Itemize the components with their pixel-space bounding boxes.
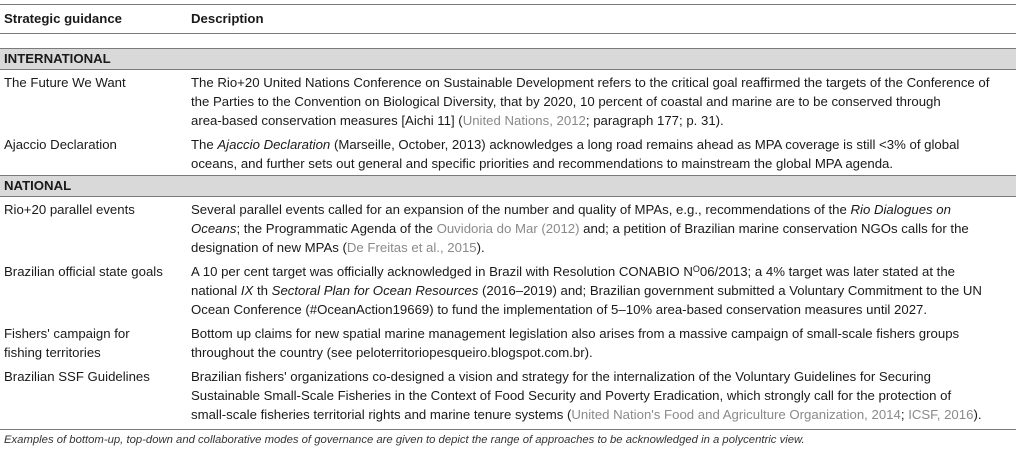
text: A 10 per cent target was officially acknowledged in Brazil with Resolution CONABIO N [191,264,693,279]
row-future-line: The Rio+20 United Nations Conference on Sustainable Development refers to the critical goal reaffirmed the targets of the Conference of [191,75,990,90]
row-ssf-line: Sustainable Small-Scale Fisheries in the Context of Food Security and Poverty Eradication, which strongly call for the protection of [191,388,952,403]
text: small-scale fisheries territorial rights and marine tenure systems ( [191,407,572,422]
row-fishers-line: throughout the country (see peloterritoriopesqueiro.blogspot.com.br). [191,345,593,360]
superscript: O [692,264,700,274]
text: th [253,283,272,298]
text: ; paragraph 177; p. 31). [585,113,724,128]
text: ). [973,407,982,422]
header-rule [0,33,1016,34]
text: (Marseille, October, 2013) acknowledges a long road remains ahead as MPA coverage is still <3% of global [330,137,960,152]
row-fishers-name: fishing territories [4,345,101,360]
italic-text: Ajaccio Declaration [217,137,331,152]
text: ; [900,407,909,422]
row-ssf-line: Brazilian fishers' organizations co-designed a vision and strategy for the internalization of the Voluntary Guidelines for Securing [191,369,931,384]
bottom-rule [0,429,1016,430]
row-fishers-line: Bottom up claims for new spatial marine management legislation also arises from a massive campaign of small-scale fishers groups [191,326,960,341]
italic-text: Rio Dialogues on [850,202,951,217]
row-rio-line [191,219,969,239]
section-rule [0,196,1016,197]
row-fishers-name: Fishers' campaign for [4,326,130,341]
header-description: Description [191,11,264,26]
text: and; a petition of Brazilian marine conservation NGOs calls for the [579,221,969,236]
text: Several parallel events called for an expansion of the number and quality of MPAs, e.g., recommendations of the [191,202,851,217]
row-ajaccio-name: Ajaccio Declaration [4,137,117,152]
citation-link[interactable]: ICSF, 2016 [908,407,974,422]
text: (2016–2019) and; Brazilian government submitted a Voluntary Commitment to the UN [478,283,982,298]
text: 06/2013; a 4% target was later stated at the [699,264,955,279]
citation-link[interactable]: United Nation's Food and Agriculture Organization, 2014 [571,407,901,422]
row-rio-line [191,238,485,258]
row-future-line: the Parties to the Convention on Biological Diversity, that by 2020, 10 percent of coastal and marine are to be conserved through [191,94,941,109]
row-future-name: The Future We Want [4,75,126,90]
row-goals-line: Ocean Conference (#OceanAction19669) to fund the implementation of 5–10% area-based conservation measures until 2027. [191,302,928,317]
section-national-title: NATIONAL [4,178,72,193]
row-future-line [191,111,724,131]
table-footnote: Examples of bottom-up, top-down and collaborative modes of governance are given to depict the range of approaches to be acknowledged in a polycentric view. [4,434,805,446]
row-ajaccio-line [191,135,959,155]
text: ; the Programmatic Agenda of the [236,221,437,236]
row-goals-name: Brazilian official state goals [4,264,163,279]
row-goals-line [191,262,955,282]
row-ssf-name: Brazilian SSF Guidelines [4,369,150,384]
row-rio-line [191,200,951,220]
italic-text: Sectoral Plan for Ocean Resources [271,283,479,298]
row-goals-line [191,281,982,301]
citation-link[interactable]: Ouvidoria do Mar (2012) [436,221,580,236]
citation-link[interactable]: De Freitas et al., 2015 [346,240,477,255]
row-rio-name: Rio+20 parallel events [4,202,135,217]
italic-text: Oceans [191,221,237,236]
section-international-title: INTERNATIONAL [4,51,111,66]
text: ). [476,240,485,255]
row-ssf-line [191,405,982,425]
text: designation of new MPAs ( [191,240,347,255]
top-rule [0,4,1016,5]
citation-link[interactable]: United Nations, 2012 [462,113,586,128]
italic-text: IX [240,283,254,298]
section-rule [0,69,1016,70]
text: national [191,283,241,298]
row-ajaccio-line: oceans, and further sets out general and specific priorities and recommendations to mainstream the global MPA agenda. [191,156,894,171]
text: area-based conservation measures [Aichi 11] ( [191,113,463,128]
header-strategic-guidance: Strategic guidance [4,11,122,26]
text: The [191,137,218,152]
section-national [0,176,1016,196]
section-international [0,49,1016,69]
